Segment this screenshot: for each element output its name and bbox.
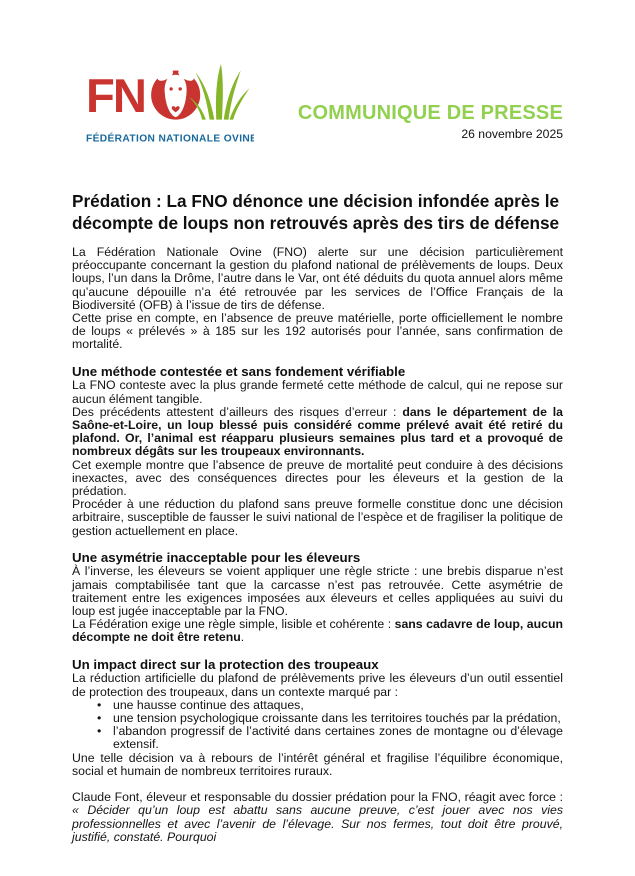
paragraph: La Fédération exige une règle simple, lisible et cohérente : sans cadavre de loup, aucun décompte ne doit être retenu. — [72, 617, 563, 645]
bullet-list — [72, 699, 563, 752]
masthead — [72, 60, 563, 153]
masthead-right — [298, 102, 563, 141]
paragraph: Cet exemple montre que l’absence de preuve de mortalité peut conduire à des décisions inexactes, avec des conséquences directes pour les éleveurs et la gestion de la prédation. — [72, 457, 563, 498]
blank-line — [72, 538, 563, 551]
headline: Prédation : La FNO dénonce une décision infondée après le décompte de loups non retrouvés après des tirs de défense — [72, 191, 560, 233]
section-heading-asymmetry: Une asymétrie inacceptable pour les éleveurs — [72, 549, 361, 565]
fno-logo — [86, 60, 254, 153]
blank-line — [72, 352, 563, 365]
quote-paragraph: Claude Font, éleveur et responsable du dossier prédation pour la FNO, réagit avec force : « Décider qu’un loup est abattu sans aucune preuve, c’est jouer avec nos vies professionnelles et avec l’avenir de l’élevage. Sur nos fermes, tout doit être prouvé, justifié, constaté. Pourquoi — [72, 790, 563, 844]
bullet-item: • une tension psychologique croissante dans les territoires touchés par la prédation, — [113, 712, 563, 725]
logo-wordmark: FN — [86, 70, 146, 124]
logo-subtitle: FÉDÉRATION NATIONALE OVINE — [86, 133, 254, 145]
bullet-item: • l’abandon progressif de l’activité dans certaines zones de montagne ou d’élevage extensif. — [113, 725, 563, 751]
bullet-item: • une hausse continue des attaques, — [113, 699, 563, 712]
document-body — [72, 246, 563, 844]
paragraph: Une telle décision va à rebours de l’intérêt général et fragilise l’équilibre économique, social et humain de nombreux territoires ruraux. — [72, 750, 563, 778]
section-heading-method: Une méthode contestée et sans fondement vérifiable — [72, 363, 406, 379]
paragraph-intro-1: La Fédération Nationale Ovine (FNO) alerte sur une décision particulièrement préoccupante concernant la gestion du plafond national de prélèvements de loups. Deux loups, l’un dans la Drôme, l’autre dans le Var, ont été déduits du quota annuel alors même qu’aucune dépouille n’a été retrouvée par les services de l’Office Français de la Biodiversité (OFB) à l’issue de tirs de défense. — [72, 245, 563, 312]
paragraph: Des précédents attestent d’ailleurs des risques d’erreur : dans le département de la Saône-et-Loire, un loup blessé puis considéré comme prélevé avait été retiré du plafond. Or, l’animal est réapparu plusieurs semaines plus tard et a provoqué de nombreux dégâts sur les troupeaux environnants. — [72, 404, 563, 459]
paragraph: La FNO conteste avec la plus grande fermeté cette méthode de calcul, qui ne repose sur aucun élément tangible. — [72, 378, 563, 406]
paragraph: À l’inverse, les éleveurs se voient appliquer une règle stricte : une brebis disparue n’est jamais comptabilisée tant que la carcasse n’est pas retrouvée. Cette asymétrie de traitement entre les exigences imposées aux éleveurs et celles appliquées au suivi du loup est jugée inacceptable par la FNO. — [72, 564, 563, 619]
fno-logo-graphic — [86, 60, 254, 148]
press-release-kicker: COMMUNIQUE DE PRESSE — [297, 102, 563, 124]
sheep-head-icon — [151, 67, 200, 119]
release-date: 26 novembre 2025 — [461, 127, 563, 141]
paragraph: Procéder à une réduction du plafond sans preuve formelle constitue donc une décision arbitraire, susceptible de fausser le suivi national de l’espèce et de fragiliser la politique de gestion actuellement en place. — [72, 497, 563, 538]
section-heading-impact: Un impact direct sur la protection des troupeaux — [72, 656, 379, 672]
paragraph: La réduction artificielle du plafond de prélèvements prive les éleveurs d’un outil essentiel de protection des troupeaux, dans un contexte marqué par : — [72, 671, 563, 699]
blank-line — [72, 645, 563, 658]
paragraph-intro-2: Cette prise en compte, en l’absence de preuve matérielle, porte officiellement le nombre de loups « prélevés » à 185 sur les 192 autorisés pour l’année, sans confirmation de mortalité. — [72, 311, 563, 352]
